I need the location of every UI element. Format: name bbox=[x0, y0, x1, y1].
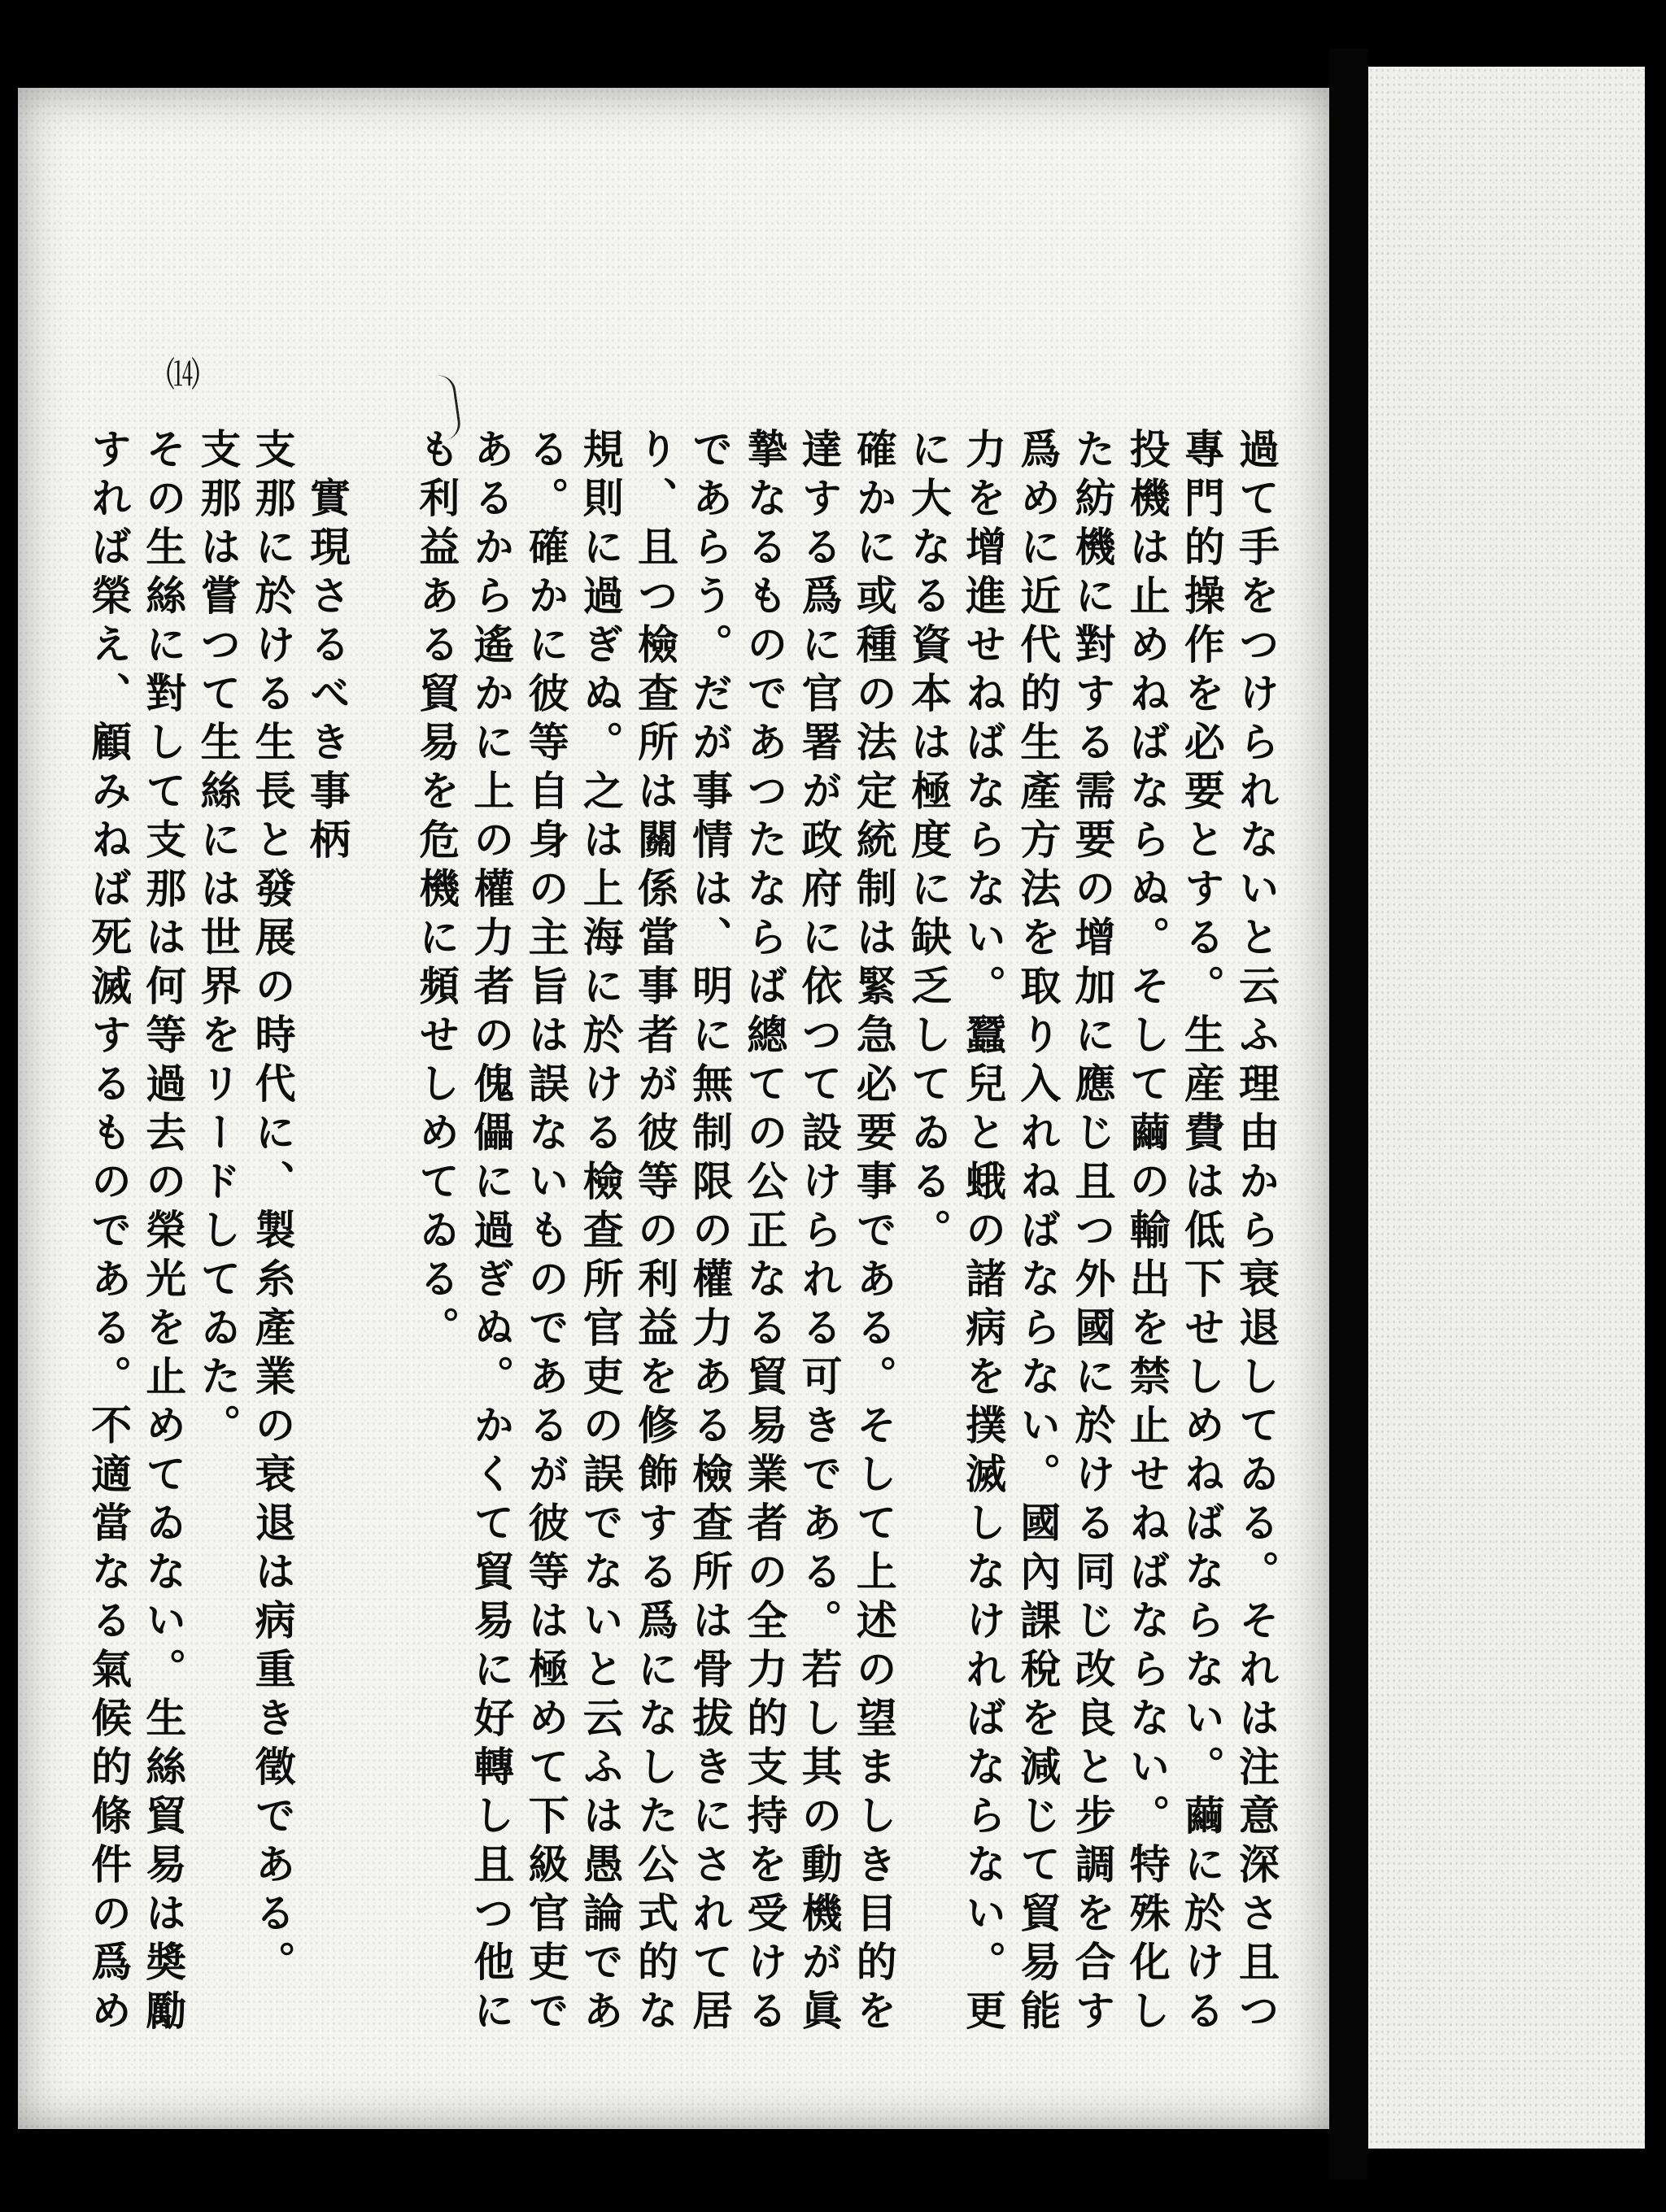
section-heading: 實現さるべき事柄 bbox=[303, 428, 351, 867]
text-column: 達する爲に官署が政府に依つて設けられる可きである。若し其の動機が眞 bbox=[795, 428, 844, 2038]
text-column: 力を增進せねばならない。蠶兒と蛾の諸病を撲滅しなければならない。更 bbox=[959, 428, 1008, 2038]
text-column: 規則に過ぎぬ。之は上海に於ける檢查所官吏の誤でないと云ふは愚論であ bbox=[576, 428, 625, 2038]
text-column: 專門的操作を必要とする。生産費は低下せしめねばならない。繭に於ける bbox=[1177, 428, 1226, 2038]
text-column: すれば榮え、顧みねば死滅するものである。不適當なる氣候的條件の爲め bbox=[85, 428, 133, 2038]
text-column: あるから遙かに上の權力者の傀儡に過ぎぬ。かくて貿易に好轉し且つ他に bbox=[467, 428, 516, 2038]
book-page bbox=[18, 88, 1329, 2129]
text-column: り、且つ檢查所は關係當事者が彼等の利益を修飾する爲になした公式的な bbox=[630, 428, 679, 2038]
text-column: た紡機に對する需要の增加に應じ且つ外國に於ける同じ改良と步調を合す bbox=[1068, 428, 1117, 2038]
vertical-body-text bbox=[84, 428, 1280, 2123]
text-column: 爲めに近代的生產方法を取り入れねばならない。國內課稅を減じて貿易能 bbox=[1014, 428, 1062, 2038]
text-column: その生絲に對して支那は何等過去の榮光を止めてゐない。生絲貿易は奬勵 bbox=[139, 428, 188, 2038]
text-column: も利益ある貿易を危機に頻せしめてゐる。 bbox=[412, 428, 461, 1355]
blank-column bbox=[357, 428, 406, 2123]
text-column: に大なる資本は極度に缺乏してゐる。 bbox=[904, 428, 953, 1257]
text-column: 支那に於ける生長と發展の時代に、製糸產業の衰退は病重き徵である。 bbox=[248, 428, 297, 1989]
adjacent-page bbox=[1368, 67, 1645, 2149]
page-number: ⒁ bbox=[166, 355, 199, 394]
book-gutter bbox=[1329, 49, 1368, 2179]
text-column: る。確かに彼等自身の主旨は誤ないものであるが彼等は極めて下級官吏で bbox=[521, 428, 570, 2038]
text-column: であらう。だが事情は、明に無制限の權力ある檢查所は骨拔きにされて居 bbox=[686, 428, 735, 2038]
text-column: 投機は止めねばならぬ。そして繭の輸出を禁止せねばならない。特殊化し bbox=[1123, 428, 1171, 2038]
paper-texture bbox=[1368, 67, 1645, 2149]
text-column: 摯なるものであつたならば總ての公正なる貿易業者の全力的支持を受ける bbox=[740, 428, 789, 2038]
text-column: 支那は嘗つて生絲には世界をリードしてゐた。 bbox=[194, 428, 242, 1452]
text-column: 確かに或種の法定統制は緊急必要事である。そして上述の望ましき目的を bbox=[849, 428, 898, 2038]
text-column: 過て手をつけられないと云ふ理由から衰退してゐる。それは注意深さ且つ bbox=[1232, 428, 1280, 2038]
